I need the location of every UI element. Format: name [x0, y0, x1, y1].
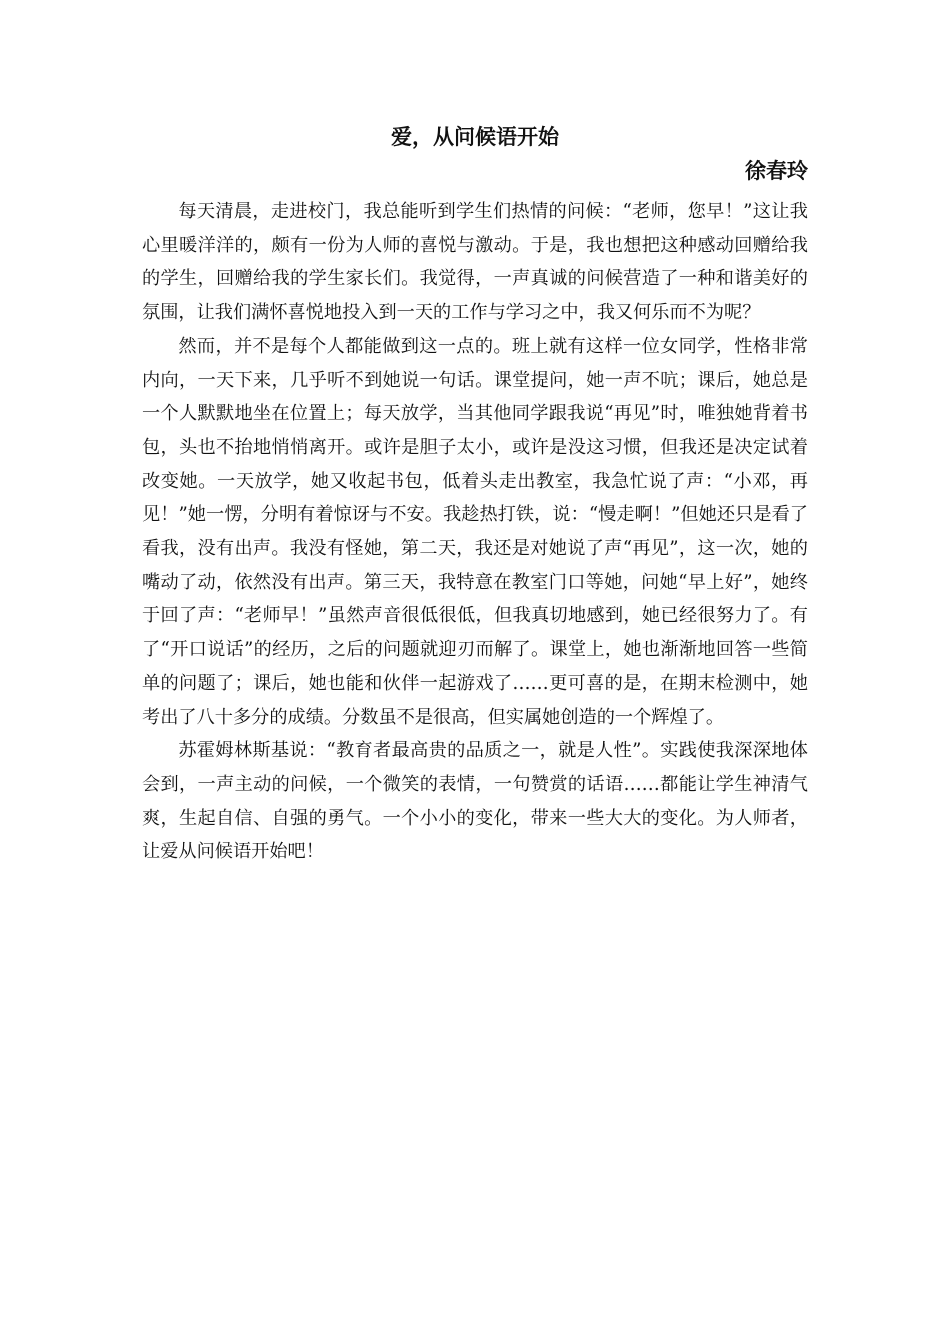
- document-title: 爱，从问候语开始: [391, 124, 559, 149]
- document-body: [142, 195, 808, 869]
- author-name: 徐春玲: [745, 158, 808, 183]
- paragraph: 苏霍姆林斯基说：“教育者最高贵的品质之一，就是人性”。实践使我深深地体会到，一声主动的问候，一个微笑的表情，一句赞赏的话语……都能让学生神清气爽，生起自信、自强的勇气。一个小小的变化，带来一些大大的变化。为人师者，让爱从问候语开始吧！: [142, 740, 808, 863]
- paragraph: 每天清晨，走进校门，我总能听到学生们热情的问候：“老师，您早！”这让我心里暖洋洋的，颇有一份为人师的喜悦与激动。于是，我也想把这种感动回赠给我的学生，回赠给我的学生家长们。我觉得，一声真诚的问候营造了一种和谐美好的氛围，让我们满怀喜悦地投入到一天的工作与学习之中，我又何乐而不为呢？: [142, 201, 808, 324]
- paragraph: 然而，并不是每个人都能做到这一点的。班上就有这样一位女同学，性格非常内向，一天下来，几乎听不到她说一句话。课堂提问，她一声不吭；课后，她总是一个人默默地坐在位置上；每天放学，当其他同学跟我说“再见”时，唯独她背着书包，头也不抬地悄悄离开。或许是胆子太小，或许是没这习惯，但我还是决定试着改变她。一天放学，她又收起书包，低着头走出教室，我急忙说了声：“小邓，再见！”她一愣，分明有着惊讶与不安。我趁热打铁，说：“慢走啊！”但她还只是看了看我，没有出声。我没有怪她，第二天，我还是对她说了声“再见”，这一次，她的嘴动了动，依然没有出声。第三天，我特意在教室门口等她，问她“早上好”，她终于回了声：“老师早！”虽然声音很低很低，但我真切地感到，她已经很努力了。有了“开口说话”的经历，之后的问题就迎刃而解了。课堂上，她也渐渐地回答一些简单的问题了；课后，她也能和伙伴一起游戏了……更可喜的是，在期末检测中，她考出了八十多分的成绩。分数虽不是很高，但实属她创造的一个辉煌了。: [142, 335, 808, 728]
